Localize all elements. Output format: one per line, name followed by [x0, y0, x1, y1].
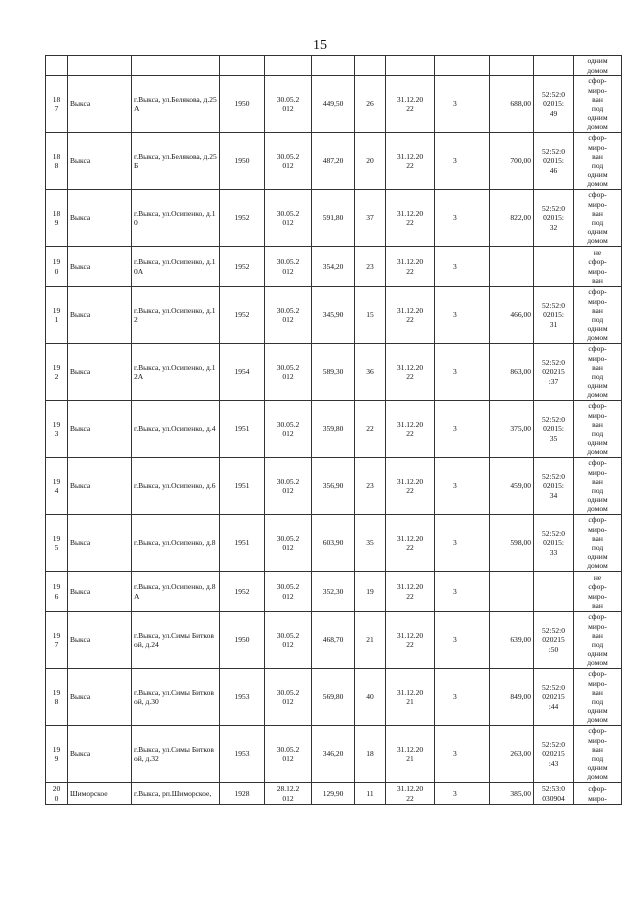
cell-date: 30.05.2 012: [265, 612, 312, 669]
cell-empty: [355, 56, 386, 76]
cell-locality: Выкса: [68, 612, 132, 669]
cell-note: сфор- миро- ван под одним домом: [574, 401, 622, 458]
cell-locality: Выкса: [68, 76, 132, 133]
cell-residents: 23: [355, 458, 386, 515]
cell-planned-date: 31.12.20 22: [386, 344, 435, 401]
cell-number: 19 7: [46, 612, 68, 669]
cell-address: г.Выкса, ул.Симы Битковой, д.32: [132, 726, 220, 783]
cell-residents: 23: [355, 247, 386, 287]
cell-stage: 3: [435, 669, 490, 726]
cell-residents: 19: [355, 572, 386, 612]
cell-cadastral: 52:52:0 020215 :50: [534, 612, 574, 669]
cell-empty: [265, 56, 312, 76]
cell-planned-date: 31.12.20 22: [386, 76, 435, 133]
cell-address: г.Выкса, ул.Осипенко, д.10А: [132, 247, 220, 287]
cell-area: 359,80: [312, 401, 355, 458]
cell-locality: Выкса: [68, 247, 132, 287]
cell-empty: [312, 56, 355, 76]
table-row: [46, 515, 622, 572]
cell-stage: 3: [435, 133, 490, 190]
cell-year: 1953: [220, 726, 265, 783]
cell-amount: 639,00: [490, 612, 534, 669]
cell-year: 1950: [220, 133, 265, 190]
cell-stage: 3: [435, 726, 490, 783]
cell-number: 19 1: [46, 287, 68, 344]
cell-address: г.Выкса, ул.Осипенко, д.10: [132, 190, 220, 247]
cell-address: г.Выкса, ул.Осипенко, д.8А: [132, 572, 220, 612]
cell-cadastral: 52:52:0 02015: 35: [534, 401, 574, 458]
cell-locality: Шиморское: [68, 783, 132, 805]
cell-amount: 863,00: [490, 344, 534, 401]
cell-planned-date: 31.12.20 22: [386, 247, 435, 287]
cell-address: г.Выкса, ул.Белякова, д.25А: [132, 76, 220, 133]
cell-cadastral: 52:52:0 02015: 49: [534, 76, 574, 133]
cell-stage: 3: [435, 344, 490, 401]
cell-address: г.Выкса, ул.Белякова, д.25Б: [132, 133, 220, 190]
cell-empty: [220, 56, 265, 76]
cell-cadastral: 52:52:0 02015: 33: [534, 515, 574, 572]
cell-residents: 15: [355, 287, 386, 344]
cell-amount: 688,00: [490, 76, 534, 133]
cell-area: 449,50: [312, 76, 355, 133]
cell-locality: Выкса: [68, 669, 132, 726]
cell-year: 1928: [220, 783, 265, 805]
cell-date: 30.05.2 012: [265, 515, 312, 572]
cell-residents: 26: [355, 76, 386, 133]
cell-note: сфор- миро- ван под одним домом: [574, 612, 622, 669]
cell-date: 28.12.2 012: [265, 783, 312, 805]
cell-residents: 11: [355, 783, 386, 805]
cell-date: 30.05.2 012: [265, 133, 312, 190]
cell-empty: [68, 56, 132, 76]
cell-area: 354,20: [312, 247, 355, 287]
cell-stage: 3: [435, 783, 490, 805]
table-row-continued: [46, 56, 622, 76]
cell-locality: Выкса: [68, 401, 132, 458]
cell-planned-date: 31.12.20 22: [386, 783, 435, 805]
cell-residents: 18: [355, 726, 386, 783]
cell-locality: Выкса: [68, 515, 132, 572]
table-row: [46, 726, 622, 783]
cell-amount: 459,00: [490, 458, 534, 515]
cell-area: 569,80: [312, 669, 355, 726]
cell-year: 1951: [220, 515, 265, 572]
cell-note: сфор- миро- ван под одним домом: [574, 726, 622, 783]
cell-empty: [534, 56, 574, 76]
cell-area: 589,30: [312, 344, 355, 401]
cell-amount: 700,00: [490, 133, 534, 190]
cell-cadastral: 52:52:0 02015: 34: [534, 458, 574, 515]
cell-area: 352,30: [312, 572, 355, 612]
cell-cadastral: 52:52:0 02015: 46: [534, 133, 574, 190]
cell-residents: 40: [355, 669, 386, 726]
cell-amount: 466,00: [490, 287, 534, 344]
cell-residents: 21: [355, 612, 386, 669]
cell-locality: Выкса: [68, 287, 132, 344]
cell-number: 19 8: [46, 669, 68, 726]
cell-residents: 22: [355, 401, 386, 458]
cell-stage: 3: [435, 612, 490, 669]
cell-number: 20 0: [46, 783, 68, 805]
cell-planned-date: 31.12.20 22: [386, 612, 435, 669]
cell-date: 30.05.2 012: [265, 287, 312, 344]
cell-planned-date: 31.12.20 22: [386, 133, 435, 190]
cell-date: 30.05.2 012: [265, 344, 312, 401]
cell-locality: Выкса: [68, 458, 132, 515]
cell-empty: [386, 56, 435, 76]
cell-amount: 385,00: [490, 783, 534, 805]
cell-note: одним домом: [574, 56, 622, 76]
cell-address: г.Выкса, ул.Осипенко, д.12А: [132, 344, 220, 401]
cell-address: г.Выкса, ул.Симы Битковой, д.24: [132, 612, 220, 669]
cell-year: 1950: [220, 76, 265, 133]
cell-planned-date: 31.12.20 22: [386, 287, 435, 344]
cell-area: 345,90: [312, 287, 355, 344]
cell-cadastral: 52:52:0 02015: 31: [534, 287, 574, 344]
cell-residents: 36: [355, 344, 386, 401]
table-row: [46, 458, 622, 515]
cell-number: 18 9: [46, 190, 68, 247]
cell-amount: 263,00: [490, 726, 534, 783]
cell-year: 1952: [220, 572, 265, 612]
cell-year: 1953: [220, 669, 265, 726]
cell-amount: 598,00: [490, 515, 534, 572]
cell-empty: [490, 56, 534, 76]
cell-amount: [490, 247, 534, 287]
cell-stage: 3: [435, 287, 490, 344]
cell-planned-date: 31.12.20 22: [386, 190, 435, 247]
page-number: 15: [313, 38, 327, 53]
cell-date: 30.05.2 012: [265, 76, 312, 133]
table-row: [46, 572, 622, 612]
cell-note: сфор- миро- ван под одним домом: [574, 344, 622, 401]
table-row: [46, 76, 622, 133]
table-row: [46, 190, 622, 247]
cell-amount: 375,00: [490, 401, 534, 458]
table-row: [46, 287, 622, 344]
cell-area: 356,90: [312, 458, 355, 515]
table-row: [46, 669, 622, 726]
table-row: [46, 247, 622, 287]
cell-year: 1950: [220, 612, 265, 669]
cell-year: 1952: [220, 247, 265, 287]
table-row: [46, 401, 622, 458]
cell-note: сфор- миро- ван под одним домом: [574, 133, 622, 190]
cell-planned-date: 31.12.20 22: [386, 458, 435, 515]
cell-note: сфор- миро- ван под одним домом: [574, 458, 622, 515]
cell-planned-date: 31.12.20 22: [386, 572, 435, 612]
cell-planned-date: 31.12.20 22: [386, 401, 435, 458]
cell-date: 30.05.2 012: [265, 572, 312, 612]
cell-area: 487,20: [312, 133, 355, 190]
cell-cadastral: 52:52:0 020215 :43: [534, 726, 574, 783]
cell-date: 30.05.2 012: [265, 458, 312, 515]
cell-empty: [435, 56, 490, 76]
cell-locality: Выкса: [68, 190, 132, 247]
table-row: [46, 612, 622, 669]
cell-note: сфор- миро- ван под одним домом: [574, 669, 622, 726]
cell-amount: 822,00: [490, 190, 534, 247]
cell-date: 30.05.2 012: [265, 190, 312, 247]
cell-year: 1954: [220, 344, 265, 401]
cell-note: сфор- миро- ван под одним домом: [574, 287, 622, 344]
cell-cadastral: 52:52:0 020215 :44: [534, 669, 574, 726]
cell-area: 346,20: [312, 726, 355, 783]
housing-register-table: [45, 55, 622, 805]
cell-note: не сфор- миро- ван: [574, 247, 622, 287]
cell-residents: 37: [355, 190, 386, 247]
cell-cadastral: [534, 572, 574, 612]
table-row: [46, 133, 622, 190]
cell-number: 19 4: [46, 458, 68, 515]
cell-residents: 35: [355, 515, 386, 572]
cell-empty: [132, 56, 220, 76]
cell-year: 1951: [220, 458, 265, 515]
cell-note: не сфор- миро- ван: [574, 572, 622, 612]
cell-stage: 3: [435, 572, 490, 612]
cell-stage: 3: [435, 76, 490, 133]
cell-empty: [46, 56, 68, 76]
cell-stage: 3: [435, 458, 490, 515]
table-row: [46, 783, 622, 805]
cell-date: 30.05.2 012: [265, 669, 312, 726]
cell-address: г.Выкса, рп.Шиморское,: [132, 783, 220, 805]
cell-address: г.Выкса, ул.Осипенко, д.8: [132, 515, 220, 572]
cell-year: 1952: [220, 190, 265, 247]
cell-residents: 20: [355, 133, 386, 190]
cell-stage: 3: [435, 247, 490, 287]
cell-note: сфор- миро- ван под одним домом: [574, 76, 622, 133]
cell-address: г.Выкса, ул.Осипенко, д.12: [132, 287, 220, 344]
cell-number: 19 5: [46, 515, 68, 572]
cell-area: 591,80: [312, 190, 355, 247]
cell-amount: [490, 572, 534, 612]
cell-area: 603,90: [312, 515, 355, 572]
cell-address: г.Выкса, ул.Симы Битковой, д.30: [132, 669, 220, 726]
cell-locality: Выкса: [68, 726, 132, 783]
cell-number: 19 9: [46, 726, 68, 783]
cell-number: 18 8: [46, 133, 68, 190]
cell-area: 129,90: [312, 783, 355, 805]
cell-address: г.Выкса, ул.Осипенко, д.4: [132, 401, 220, 458]
cell-stage: 3: [435, 401, 490, 458]
cell-date: 30.05.2 012: [265, 726, 312, 783]
cell-number: 18 7: [46, 76, 68, 133]
cell-address: г.Выкса, ул.Осипенко, д.6: [132, 458, 220, 515]
cell-planned-date: 31.12.20 21: [386, 726, 435, 783]
cell-date: 30.05.2 012: [265, 401, 312, 458]
cell-number: 19 2: [46, 344, 68, 401]
cell-planned-date: 31.12.20 21: [386, 669, 435, 726]
cell-locality: Выкса: [68, 133, 132, 190]
cell-cadastral: 52:53:0 030904: [534, 783, 574, 805]
cell-stage: 3: [435, 190, 490, 247]
cell-cadastral: 52:52:0 020215 :37: [534, 344, 574, 401]
cell-amount: 849,00: [490, 669, 534, 726]
cell-locality: Выкса: [68, 572, 132, 612]
cell-number: 19 6: [46, 572, 68, 612]
cell-year: 1952: [220, 287, 265, 344]
cell-note: сфор- миро-: [574, 783, 622, 805]
cell-cadastral: 52:52:0 02015: 32: [534, 190, 574, 247]
cell-stage: 3: [435, 515, 490, 572]
cell-locality: Выкса: [68, 344, 132, 401]
cell-planned-date: 31.12.20 22: [386, 515, 435, 572]
cell-area: 468,70: [312, 612, 355, 669]
cell-year: 1951: [220, 401, 265, 458]
cell-note: сфор- миро- ван под одним домом: [574, 515, 622, 572]
table-row: [46, 344, 622, 401]
cell-note: сфор- миро- ван под одним домом: [574, 190, 622, 247]
cell-number: 19 0: [46, 247, 68, 287]
cell-number: 19 3: [46, 401, 68, 458]
cell-date: 30.05.2 012: [265, 247, 312, 287]
cell-cadastral: [534, 247, 574, 287]
